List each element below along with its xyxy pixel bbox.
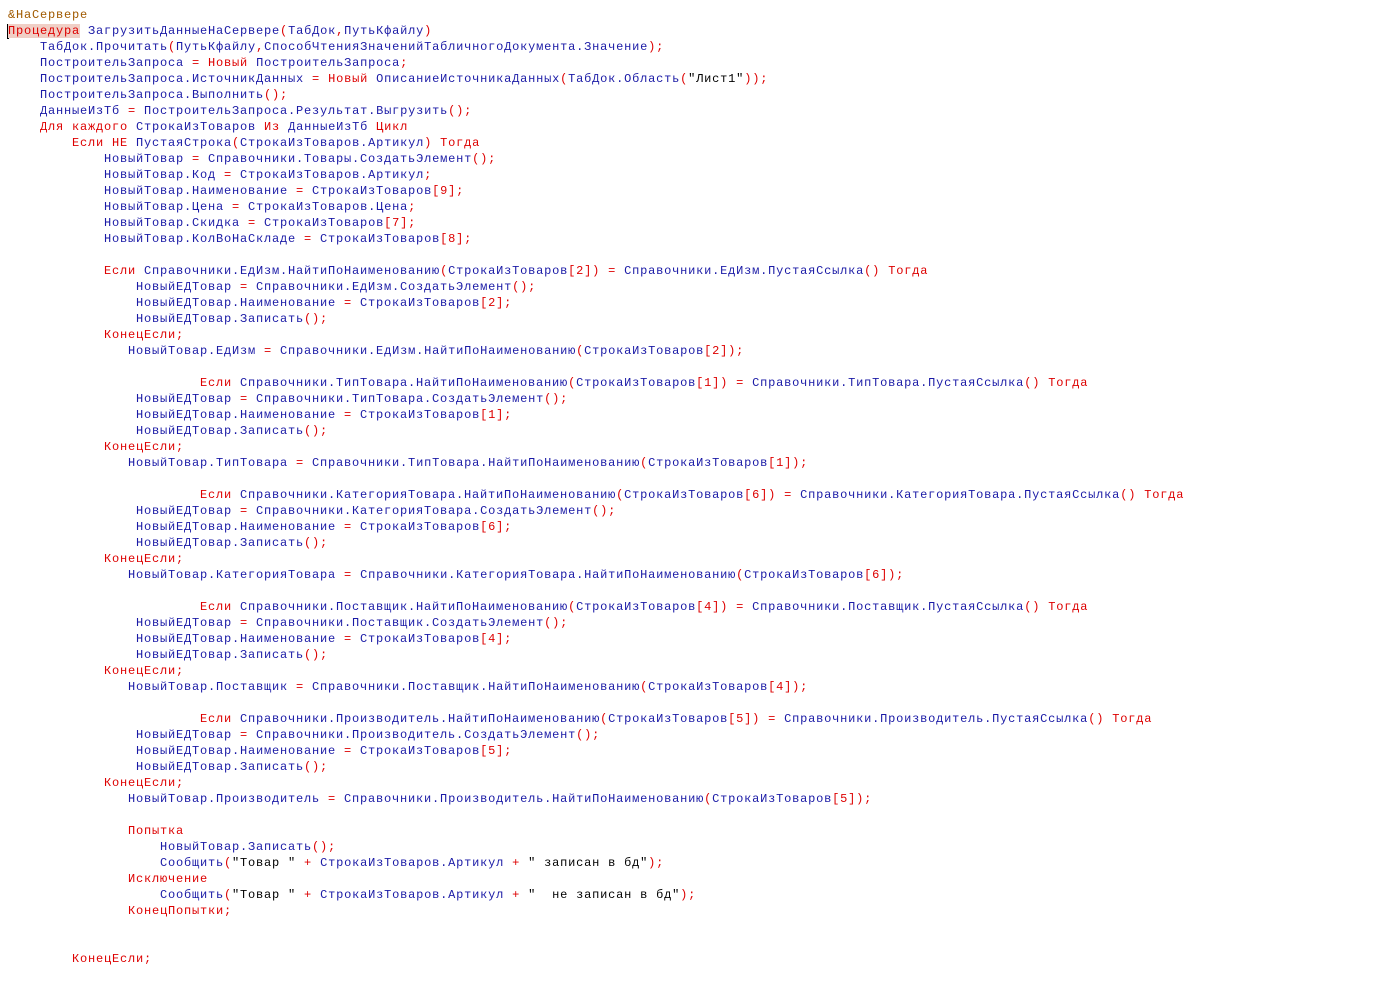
- code-token-keyword: Тогда: [1144, 488, 1185, 502]
- code-token-operator: [2]);: [704, 344, 745, 358]
- code-token-identifier: НовыйТовар: [104, 152, 193, 166]
- code-token-operator: +: [504, 856, 529, 870]
- code-token-identifier: НовыйЕДТовар.Наименование: [136, 632, 345, 646]
- code-token-operator: =: [240, 728, 249, 742]
- code-token-operator: ();: [312, 840, 337, 854]
- code-token-identifier: НовыйТовар.Записать: [160, 840, 313, 854]
- code-token-identifier: ПостроительЗапроса.Выполнить: [40, 88, 265, 102]
- code-token-operator: [5]) =: [728, 712, 785, 726]
- code-token-identifier: Справочники.Поставщик.НайтиПоНаименованию: [304, 680, 641, 694]
- code-token-operator: (: [224, 856, 233, 870]
- code-token-identifier: ТабДок: [288, 24, 337, 38]
- code-line[interactable]: [8, 167, 1383, 183]
- code-token-identifier: СтрокаИзТоваров: [648, 680, 769, 694]
- code-line[interactable]: [8, 743, 1383, 759]
- code-token-operator: (: [616, 488, 625, 502]
- code-token-operator: );: [648, 856, 665, 870]
- code-token-keyword: КонецЕсли;: [104, 664, 185, 678]
- code-token-identifier: Справочники.Поставщик.НайтиПоНаименованию: [240, 600, 569, 614]
- code-token-operator: =: [296, 456, 305, 470]
- code-token-operator: (: [168, 40, 177, 54]
- code-token-operator: ();: [304, 536, 329, 550]
- code-token-operator: ): [424, 136, 441, 150]
- code-line[interactable]: [8, 823, 1383, 839]
- code-token-operator: (): [1024, 376, 1049, 390]
- code-token-identifier: СтрокаИзТоваров: [712, 792, 833, 806]
- code-token-operator: =: [312, 72, 321, 86]
- code-token-operator: =: [240, 392, 249, 406]
- code-token-keyword: КонецЕсли;: [72, 952, 153, 966]
- code-token-operator: =: [248, 216, 257, 230]
- code-token-operator: (: [560, 72, 569, 86]
- code-token-identifier: СтрокаИзТоваров.Артикул: [240, 136, 425, 150]
- code-token-operator: );: [648, 40, 665, 54]
- code-token-keyword: Цикл: [376, 120, 409, 134]
- code-line[interactable]: [8, 343, 1383, 359]
- code-token-identifier: СтрокаИзТоваров: [352, 744, 481, 758]
- code-token-identifier: СтрокаИзТоваров: [352, 408, 481, 422]
- code-line[interactable]: [8, 407, 1383, 423]
- code-token-operator: =: [240, 504, 249, 518]
- code-token-keyword: Из: [264, 120, 289, 134]
- code-line[interactable]: [8, 7, 1383, 23]
- code-line[interactable]: [8, 919, 1383, 935]
- code-token-operator: =: [304, 232, 313, 246]
- code-token-operator: (: [640, 680, 649, 694]
- code-line[interactable]: [8, 551, 1383, 567]
- code-token-operator: +: [296, 856, 321, 870]
- code-line[interactable]: [8, 535, 1383, 551]
- code-token-operator: =: [328, 792, 337, 806]
- code-token-identifier: СтрокаИзТоваров: [352, 632, 481, 646]
- code-line[interactable]: [8, 711, 1383, 727]
- code-token-identifier: Справочники.КатегорияТовара.ПустаяСсылка: [800, 488, 1121, 502]
- code-line[interactable]: [8, 471, 1383, 487]
- code-token-operator: [6]) =: [744, 488, 801, 502]
- code-token-keyword: КонецЕсли;: [104, 776, 185, 790]
- code-token-identifier: Справочники.Поставщик.СоздатьЭлемент: [248, 616, 545, 630]
- code-token-operator: (: [680, 72, 689, 86]
- code-token-keyword: Если: [200, 376, 241, 390]
- code-token-identifier: НовыйЕДТовар: [136, 504, 241, 518]
- code-line[interactable]: [8, 23, 1383, 39]
- code-line[interactable]: [8, 199, 1383, 215]
- code-token-identifier: Справочники.ТипТовара.ПустаяСсылка: [752, 376, 1025, 390]
- code-token-keyword: КонецЕсли;: [104, 552, 185, 566]
- code-token-keyword: Тогда: [1112, 712, 1153, 726]
- code-line[interactable]: [8, 439, 1383, 455]
- code-token-identifier: СтрокаИзТоваров: [648, 456, 769, 470]
- code-token-operator: (: [600, 712, 609, 726]
- code-token-identifier: СтрокаИзТоваров: [744, 568, 865, 582]
- code-token-keyword: Тогда: [1048, 600, 1089, 614]
- code-token-operator: ();: [304, 424, 329, 438]
- code-token-operator: =: [264, 344, 273, 358]
- code-token-identifier: СтрокаИзТоваров: [448, 264, 569, 278]
- code-line[interactable]: [8, 231, 1383, 247]
- code-token-operator: ();: [304, 648, 329, 662]
- code-token-keyword: Если: [200, 488, 241, 502]
- code-token-identifier: Справочники.КатегорияТовара.НайтиПоНаименованию: [240, 488, 617, 502]
- code-token-identifier: НовыйЕДТовар.Наименование: [136, 296, 345, 310]
- code-token-identifier: НовыйЕДТовар.Записать: [136, 760, 305, 774]
- code-token-identifier: НовыйЕДТовар.Записать: [136, 312, 305, 326]
- code-line[interactable]: [8, 295, 1383, 311]
- code-line[interactable]: [8, 151, 1383, 167]
- code-token-keyword: Процедура: [8, 24, 81, 38]
- code-token-operator: =: [344, 408, 353, 422]
- code-token-keyword: Новый: [200, 56, 257, 70]
- code-token-identifier: Сообщить: [160, 856, 225, 870]
- code-token-operator: =: [296, 184, 305, 198]
- code-line[interactable]: [8, 647, 1383, 663]
- code-token-operator: [1]) =: [696, 376, 753, 390]
- code-token-operator: =: [192, 56, 201, 70]
- code-token-identifier: НовыйТовар.ТипТовара: [128, 456, 297, 470]
- code-token-operator: =: [192, 152, 201, 166]
- code-token-operator: [9];: [432, 184, 465, 198]
- code-token-identifier: СтрокаИзТоваров: [312, 232, 441, 246]
- code-token-operator: ();: [544, 616, 569, 630]
- code-token-operator: ();: [544, 392, 569, 406]
- code-token-operator: ();: [448, 104, 473, 118]
- code-token-operator: (: [440, 264, 449, 278]
- code-token-identifier: СтрокаИзТоваров.Артикул: [320, 856, 505, 870]
- code-token-identifier: Справочники.Производитель.НайтиПоНаименованию: [240, 712, 601, 726]
- code-token-identifier: СтрокаИзТоваров: [576, 600, 697, 614]
- code-line[interactable]: [8, 839, 1383, 855]
- code-token-identifier: НовыйТовар.Наименование: [104, 184, 297, 198]
- code-line[interactable]: [8, 727, 1383, 743]
- code-token-operator: [8];: [440, 232, 473, 246]
- code-token-identifier: НовыйТовар.Поставщик: [128, 680, 297, 694]
- code-line[interactable]: [8, 599, 1383, 615]
- code-token-keyword: КонецЕсли;: [104, 328, 185, 342]
- code-token-identifier: СтрокаИзТоваров: [352, 520, 481, 534]
- code-line[interactable]: [8, 887, 1383, 903]
- code-line[interactable]: [8, 247, 1383, 263]
- code-token-keyword: Если: [104, 264, 145, 278]
- code-token-identifier: НовыйЕДТовар: [136, 728, 241, 742]
- code-line[interactable]: [8, 855, 1383, 871]
- code-line[interactable]: [8, 103, 1383, 119]
- code-line[interactable]: [8, 631, 1383, 647]
- code-token-operator: [4]) =: [696, 600, 753, 614]
- code-token-operator: (: [640, 456, 649, 470]
- code-line[interactable]: [8, 951, 1383, 967]
- code-token-identifier: НовыйЕДТовар: [136, 616, 241, 630]
- code-token-identifier: НовыйЕДТовар.Записать: [136, 424, 305, 438]
- code-token-identifier: Справочники.Производитель.НайтиПоНаименованию: [336, 792, 705, 806]
- code-token-identifier: НовыйТовар.ЕдИзм: [128, 344, 265, 358]
- code-token-string: " записан в бд": [528, 856, 649, 870]
- code-token-operator: );: [680, 888, 697, 902]
- code-line[interactable]: [8, 487, 1383, 503]
- code-line[interactable]: [8, 327, 1383, 343]
- code-token-operator: =: [240, 616, 249, 630]
- code-token-operator: =: [296, 680, 305, 694]
- code-token-operator: (: [232, 136, 241, 150]
- code-line[interactable]: [8, 519, 1383, 535]
- code-token-identifier: НовыйТовар.КолВоНаСкладе: [104, 232, 305, 246]
- code-token-identifier: СтрокаИзТоваров: [136, 120, 265, 134]
- code-token-identifier: ПостроительЗапроса: [256, 56, 401, 70]
- code-token-identifier: СтрокаИзТоваров: [584, 344, 705, 358]
- code-token-operator: (: [704, 792, 713, 806]
- code-token-operator: ;: [424, 168, 433, 182]
- code-token-identifier: ПутьКфайлу: [176, 40, 257, 54]
- code-token-identifier: Справочники.ЕдИзм.НайтиПоНаименованию: [272, 344, 577, 358]
- code-line[interactable]: [8, 423, 1383, 439]
- code-line[interactable]: [8, 807, 1383, 823]
- code-token-keyword: Тогда: [440, 136, 481, 150]
- code-token-identifier: Справочники.Поставщик.ПустаяСсылка: [752, 600, 1025, 614]
- code-token-operator: =: [344, 520, 353, 534]
- code-line[interactable]: [8, 311, 1383, 327]
- code-token-operator: [2]) =: [568, 264, 625, 278]
- code-token-identifier: ПостроительЗапроса: [40, 56, 193, 70]
- code-token-identifier: Сообщить: [160, 888, 225, 902]
- code-token-operator: (: [736, 568, 745, 582]
- code-token-keyword: КонецПопытки;: [128, 904, 233, 918]
- code-token-identifier: СтрокаИзТоваров: [576, 376, 697, 390]
- code-token-identifier: СтрокаИзТоваров.Артикул: [320, 888, 505, 902]
- code-line[interactable]: [8, 215, 1383, 231]
- code-token-identifier: Справочники.ЕдИзм.СоздатьЭлемент: [248, 280, 513, 294]
- code-token-operator: [7];: [384, 216, 417, 230]
- code-token-identifier: СтрокаИзТоваров: [624, 488, 745, 502]
- code-token-identifier: ТабДок.Прочитать: [40, 40, 169, 54]
- code-token-operator: (): [864, 264, 889, 278]
- code-token-operator: (): [1024, 600, 1049, 614]
- code-token-string: "Лист1": [688, 72, 745, 86]
- code-token-identifier: ОписаниеИсточникаДанных: [376, 72, 561, 86]
- code-token-operator: (: [568, 376, 577, 390]
- code-line[interactable]: [8, 791, 1383, 807]
- code-line[interactable]: [8, 119, 1383, 135]
- code-token-operator: ,: [336, 24, 345, 38]
- code-line[interactable]: [8, 663, 1383, 679]
- code-line[interactable]: [8, 455, 1383, 471]
- code-token-operator: =: [344, 632, 353, 646]
- code-line[interactable]: [8, 71, 1383, 87]
- code-token-operator: ();: [576, 728, 601, 742]
- code-token-identifier: ДанныеИзТб: [288, 120, 377, 134]
- code-token-identifier: СтрокаИзТоваров: [608, 712, 729, 726]
- code-token-identifier: ЗагрузитьДанныеНаСервере: [80, 24, 281, 38]
- code-line[interactable]: [8, 679, 1383, 695]
- code-token-operator: =: [224, 168, 233, 182]
- code-line[interactable]: [8, 567, 1383, 583]
- code-token-identifier: НовыйЕДТовар.Наименование: [136, 408, 345, 422]
- code-token-operator: ();: [472, 152, 497, 166]
- code-line[interactable]: [8, 359, 1383, 375]
- code-token-identifier: НовыйЕДТовар.Записать: [136, 536, 305, 550]
- code-token-operator: ;: [400, 56, 409, 70]
- code-area[interactable]: [8, 7, 1383, 967]
- code-token-operator: ();: [264, 88, 289, 102]
- code-token-identifier: Справочники.ТипТовара.СоздатьЭлемент: [248, 392, 545, 406]
- code-token-operator: [1];: [480, 408, 513, 422]
- code-line[interactable]: [8, 903, 1383, 919]
- code-token-operator: (: [280, 24, 289, 38]
- code-line[interactable]: [8, 759, 1383, 775]
- code-token-operator: (): [1088, 712, 1113, 726]
- code-token-identifier: ДанныеИзТб: [40, 104, 129, 118]
- code-line[interactable]: [8, 87, 1383, 103]
- code-token-identifier: НовыйТовар.КатегорияТовара: [128, 568, 345, 582]
- code-token-operator: [2];: [480, 296, 513, 310]
- code-token-operator: =: [344, 568, 353, 582]
- code-token-keyword: Исключение: [128, 872, 209, 886]
- code-token-identifier: ПостроительЗапроса.ИсточникДанных: [40, 72, 313, 86]
- code-line[interactable]: [8, 39, 1383, 55]
- code-token-identifier: Справочники.КатегорияТовара.СоздатьЭлемент: [248, 504, 593, 518]
- code-token-identifier: ПостроительЗапроса.Результат.Выгрузить: [136, 104, 449, 118]
- code-token-string: "Товар ": [232, 888, 297, 902]
- code-line[interactable]: [8, 615, 1383, 631]
- code-line[interactable]: [8, 871, 1383, 887]
- code-token-keyword: Тогда: [1048, 376, 1089, 390]
- code-token-keyword: Для каждого: [40, 120, 137, 134]
- code-line[interactable]: [8, 503, 1383, 519]
- code-token-identifier: СтрокаИзТоваров.Цена: [240, 200, 409, 214]
- code-token-operator: ): [424, 24, 433, 38]
- code-token-identifier: НовыйЕДТовар: [136, 280, 241, 294]
- code-token-identifier: Справочники.КатегорияТовара.НайтиПоНаименованию: [352, 568, 737, 582]
- code-token-operator: (: [224, 888, 233, 902]
- code-token-string: " не записан в бд": [528, 888, 681, 902]
- code-token-identifier: СтрокаИзТоваров: [304, 184, 433, 198]
- code-token-identifier: Справочники.ЕдИзм.ПустаяСсылка: [624, 264, 865, 278]
- code-token-keyword: Если: [200, 600, 241, 614]
- code-line[interactable]: [8, 55, 1383, 71]
- code-token-operator: ();: [592, 504, 617, 518]
- code-token-string: "Товар ": [232, 856, 297, 870]
- code-token-operator: =: [344, 296, 353, 310]
- code-token-identifier: Справочники.Производитель.СоздатьЭлемент: [248, 728, 577, 742]
- code-token-identifier: ПустаяСтрока: [136, 136, 233, 150]
- code-line[interactable]: [8, 375, 1383, 391]
- code-token-identifier: ПутьКфайлу: [344, 24, 425, 38]
- code-token-operator: ();: [512, 280, 537, 294]
- code-line[interactable]: [8, 935, 1383, 951]
- code-token-operator: =: [344, 744, 353, 758]
- code-token-identifier: СтрокаИзТоваров: [352, 296, 481, 310]
- code-token-identifier: НовыйЕДТовар: [136, 392, 241, 406]
- code-line[interactable]: [8, 135, 1383, 151]
- code-token-operator: ));: [744, 72, 769, 86]
- code-line[interactable]: [8, 263, 1383, 279]
- code-token-identifier: Справочники.ТипТовара.НайтиПоНаименованию: [304, 456, 641, 470]
- code-line[interactable]: [8, 391, 1383, 407]
- code-token-identifier: НовыйТовар.Код: [104, 168, 225, 182]
- code-token-directive: &НаСервере: [8, 8, 89, 22]
- code-token-operator: [5]);: [832, 792, 873, 806]
- code-token-identifier: НовыйЕДТовар.Записать: [136, 648, 305, 662]
- code-token-operator: [6]);: [864, 568, 905, 582]
- code-token-identifier: Справочники.ЕдИзм.НайтиПоНаименованию: [144, 264, 441, 278]
- code-line[interactable]: [8, 775, 1383, 791]
- code-token-operator: =: [232, 200, 241, 214]
- code-token-operator: +: [504, 888, 529, 902]
- code-token-identifier: НовыйТовар.Цена: [104, 200, 233, 214]
- code-line[interactable]: [8, 279, 1383, 295]
- code-token-operator: ;: [408, 200, 417, 214]
- code-token-identifier: Справочники.Товары.СоздатьЭлемент: [200, 152, 473, 166]
- code-token-operator: (: [568, 600, 577, 614]
- code-line[interactable]: [8, 183, 1383, 199]
- code-line[interactable]: [8, 583, 1383, 599]
- code-token-operator: [4]);: [768, 680, 809, 694]
- code-token-operator: ();: [304, 760, 329, 774]
- code-token-identifier: СтрокаИзТоваров: [256, 216, 385, 230]
- code-token-identifier: Справочники.Производитель.ПустаяСсылка: [784, 712, 1089, 726]
- code-token-identifier: НовыйЕДТовар.Наименование: [136, 744, 345, 758]
- code-token-operator: =: [128, 104, 137, 118]
- code-token-identifier: СтрокаИзТоваров.Артикул: [232, 168, 425, 182]
- code-token-operator: ();: [304, 312, 329, 326]
- code-token-keyword: Если: [200, 712, 241, 726]
- code-token-identifier: НовыйТовар.Производитель: [128, 792, 329, 806]
- code-token-operator: [5];: [480, 744, 513, 758]
- code-token-identifier: ТабДок.Область: [568, 72, 681, 86]
- code-token-operator: [4];: [480, 632, 513, 646]
- code-token-keyword: Новый: [320, 72, 377, 86]
- code-line[interactable]: [8, 695, 1383, 711]
- code-token-operator: =: [240, 280, 249, 294]
- code-token-keyword: Попытка: [128, 824, 185, 838]
- code-token-identifier: СпособЧтенияЗначенийТабличногоДокумента.Значение: [264, 40, 649, 54]
- code-token-operator: +: [296, 888, 321, 902]
- code-token-operator: [1]);: [768, 456, 809, 470]
- code-token-identifier: НовыйЕДТовар.Наименование: [136, 520, 345, 534]
- code-token-identifier: Справочники.ТипТовара.НайтиПоНаименованию: [240, 376, 569, 390]
- code-token-operator: ,: [256, 40, 265, 54]
- code-token-operator: (: [576, 344, 585, 358]
- code-token-operator: [6];: [480, 520, 513, 534]
- code-token-operator: (): [1120, 488, 1145, 502]
- code-token-keyword: Тогда: [888, 264, 929, 278]
- code-token-identifier: НовыйТовар.Скидка: [104, 216, 249, 230]
- code-token-keyword: КонецЕсли;: [104, 440, 185, 454]
- code-token-keyword: Если НЕ: [72, 136, 137, 150]
